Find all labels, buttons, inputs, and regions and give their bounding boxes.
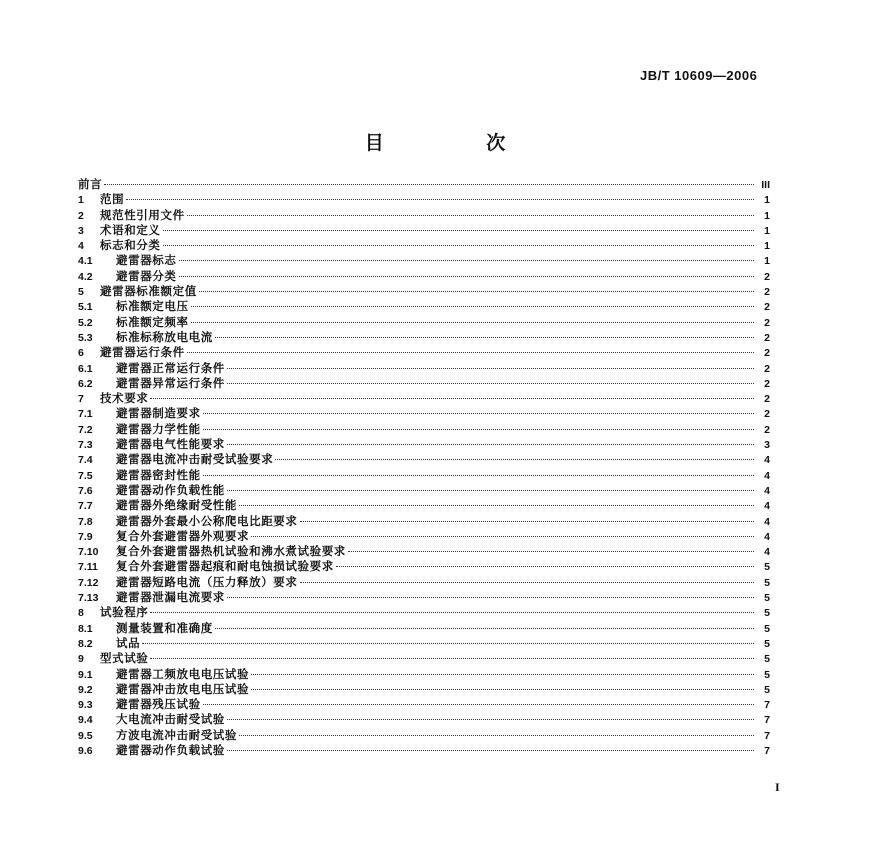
toc-entry-page: 2 — [764, 393, 770, 406]
toc-entry-number: 3 — [78, 224, 84, 237]
toc-leader-dots — [251, 535, 754, 537]
toc-leader-dots — [227, 718, 754, 720]
toc-entry-number: 8.2 — [78, 637, 93, 650]
toc-entry-page: 4 — [764, 546, 770, 559]
toc-entry[interactable] — [78, 468, 770, 483]
toc-entry-label: 试品 — [116, 635, 141, 650]
toc-leader-dots — [227, 596, 754, 598]
toc-leader-dots — [203, 474, 754, 476]
toc-entry-page: 2 — [764, 301, 770, 314]
toc-entry-number: 6 — [78, 347, 84, 360]
toc-entry-page: 1 — [764, 240, 770, 253]
toc-entry-label: 试验程序 — [100, 605, 149, 620]
toc-entry-page: 4 — [764, 454, 770, 467]
toc-entry-label: 避雷器外套最小公称爬电比距要求 — [116, 513, 298, 528]
toc-entry[interactable] — [78, 452, 770, 467]
toc-entry-label: 复合外套避雷器起痕和耐电蚀损试验要求 — [116, 559, 334, 574]
toc-entry-label: 标准额定电压 — [116, 299, 189, 314]
toc-entry-label: 复合外套避雷器外观要求 — [116, 528, 250, 543]
toc-entry[interactable] — [78, 208, 770, 223]
toc-entry-number: 9.4 — [78, 714, 93, 727]
toc-entry-number: 4.1 — [78, 255, 93, 268]
toc-entry[interactable] — [78, 575, 770, 590]
toc-entry[interactable] — [78, 559, 770, 574]
toc-entry-number: 7.3 — [78, 439, 93, 452]
toc-entry-number: 5.3 — [78, 331, 93, 344]
toc-entry-label: 避雷器力学性能 — [116, 421, 201, 436]
toc-leader-dots — [215, 627, 754, 629]
toc-entry-label: 避雷器正常运行条件 — [116, 360, 225, 375]
toc-entry-label: 标准标称放电电流 — [116, 329, 213, 344]
toc-entry-page: 5 — [764, 592, 770, 605]
toc-entry-label: 避雷器标志 — [116, 253, 177, 268]
toc-entry-number: 9.5 — [78, 729, 93, 742]
toc-entry-number: 7 — [78, 393, 84, 406]
toc-leader-dots — [163, 229, 755, 231]
toc-entry[interactable] — [78, 437, 770, 452]
toc-entry-page: III — [761, 179, 770, 191]
toc-entry-label: 避雷器动作负载性能 — [116, 482, 225, 497]
toc-leader-dots — [126, 198, 754, 200]
toc-entry-label: 技术要求 — [100, 391, 149, 406]
toc-entry-label: 型式试验 — [100, 651, 149, 666]
toc-leader-dots — [251, 688, 754, 690]
toc-entry-number: 7.6 — [78, 484, 93, 497]
toc-entry-label: 测量装置和准确度 — [116, 620, 213, 635]
toc-entry-number: 6.2 — [78, 377, 93, 390]
document-code: JB/T 10609—2006 — [640, 68, 758, 83]
toc-entry[interactable] — [78, 177, 770, 192]
toc-entry[interactable] — [78, 361, 770, 376]
toc-leader-dots — [142, 642, 754, 644]
toc-entry-page: 4 — [764, 515, 770, 528]
toc-entry-label: 大电流冲击耐受试验 — [116, 712, 225, 727]
toc-entry-label: 避雷器异常运行条件 — [116, 375, 225, 390]
toc-entry[interactable] — [78, 284, 770, 299]
toc-entry-page: 5 — [764, 668, 770, 681]
toc-entry-number: 7.5 — [78, 469, 93, 482]
toc-entry-page: 4 — [764, 500, 770, 513]
toc-entry-number: 9.1 — [78, 668, 93, 681]
toc-entry-number: 9.2 — [78, 683, 93, 696]
toc-entry-label: 避雷器短路电流（压力释放）要求 — [116, 574, 298, 589]
toc-leader-dots — [227, 489, 754, 491]
toc-leader-dots — [191, 305, 754, 307]
toc-entry-number: 5.2 — [78, 316, 93, 329]
toc-entry-number: 7.1 — [78, 408, 93, 421]
toc-entry[interactable] — [78, 667, 770, 682]
toc-entry-number: 5 — [78, 286, 84, 299]
toc-entry[interactable] — [78, 406, 770, 421]
toc-entry-number: 4.2 — [78, 270, 93, 283]
toc-leader-dots — [227, 749, 754, 751]
toc-entry-label: 避雷器电气性能要求 — [116, 437, 225, 452]
toc-entry-label: 避雷器电流冲击耐受试验要求 — [116, 452, 274, 467]
toc-entry-label: 避雷器动作负载试验 — [116, 742, 225, 757]
toc-entry-page: 2 — [764, 331, 770, 344]
toc-entry-label: 前言 — [78, 177, 103, 191]
toc-entry[interactable] — [78, 590, 770, 605]
toc-entry-page: 3 — [764, 439, 770, 452]
toc-leader-dots — [150, 611, 754, 613]
toc-entry-page: 2 — [764, 286, 770, 299]
toc-leader-dots — [150, 657, 754, 659]
toc-entry-page: 2 — [764, 270, 770, 283]
toc-entry[interactable] — [78, 636, 770, 651]
toc-entry-label: 复合外套避雷器热机试验和沸水煮试验要求 — [116, 544, 346, 559]
toc-entry[interactable] — [78, 345, 770, 360]
toc-entry-label: 避雷器冲击放电电压试验 — [116, 681, 250, 696]
toc-leader-dots — [203, 703, 754, 705]
toc-entry-number: 4 — [78, 240, 84, 253]
toc-entry-number: 9.6 — [78, 744, 93, 757]
toc-entry[interactable] — [78, 728, 770, 743]
toc-entry-number: 7.12 — [78, 576, 99, 589]
toc-entry-number: 7.2 — [78, 423, 93, 436]
toc-entry-page: 2 — [764, 377, 770, 390]
toc-leader-dots — [179, 275, 755, 277]
toc-entry[interactable] — [78, 651, 770, 666]
toc-entry-page: 7 — [764, 744, 770, 757]
toc-entry-number: 8.1 — [78, 622, 93, 635]
toc-leader-dots — [239, 504, 754, 506]
toc-entry-label: 避雷器外绝缘耐受性能 — [116, 498, 237, 513]
toc-entry-number: 9.3 — [78, 699, 93, 712]
toc-entry[interactable] — [78, 192, 770, 207]
toc-entry-page: 4 — [764, 530, 770, 543]
toc-title: 目 次 — [364, 132, 554, 154]
toc-entry-label: 避雷器泄漏电流要求 — [116, 590, 225, 605]
toc-entry[interactable] — [78, 269, 770, 284]
toc-leader-dots — [348, 550, 754, 552]
toc-leader-dots — [179, 259, 755, 261]
toc-leader-dots — [300, 581, 755, 583]
toc-entry[interactable] — [78, 376, 770, 391]
toc-leader-dots — [227, 443, 754, 445]
toc-entry-page: 5 — [764, 637, 770, 650]
toc-entry[interactable] — [78, 514, 770, 529]
toc-entry-page: 5 — [764, 561, 770, 574]
toc-entry-page: 4 — [764, 484, 770, 497]
toc-entry-page: 7 — [764, 699, 770, 712]
toc-entry-page: 4 — [764, 469, 770, 482]
toc-entry[interactable] — [78, 299, 770, 314]
toc-entry-page: 7 — [764, 714, 770, 727]
toc-entry-number: 1 — [78, 194, 84, 207]
toc-entry[interactable] — [78, 238, 770, 253]
toc-leader-dots — [199, 290, 754, 292]
toc-entry-page: 5 — [764, 576, 770, 589]
toc-entry-page: 1 — [764, 224, 770, 237]
toc-entry-page: 1 — [764, 194, 770, 207]
toc-entry-page: 2 — [764, 408, 770, 421]
toc-leader-dots — [227, 367, 754, 369]
toc-entry-number: 5.1 — [78, 301, 93, 314]
toc-entry-page: 5 — [764, 683, 770, 696]
toc-entry[interactable] — [78, 422, 770, 437]
toc-entry-number: 6.1 — [78, 362, 93, 375]
toc-entry[interactable] — [78, 223, 770, 238]
toc-leader-dots — [227, 382, 754, 384]
toc-entry[interactable] — [78, 253, 770, 268]
toc-entry-number: 7.7 — [78, 500, 93, 513]
toc-entry-label: 避雷器工频放电电压试验 — [116, 666, 250, 681]
toc-entry[interactable] — [78, 743, 770, 758]
toc-entry-page: 5 — [764, 607, 770, 620]
toc-leader-dots — [215, 336, 754, 338]
toc-entry[interactable] — [78, 697, 770, 712]
toc-leader-dots — [203, 412, 754, 414]
toc-leader-dots — [300, 520, 755, 522]
toc-entry-page: 1 — [764, 209, 770, 222]
toc-entry-number: 7.11 — [78, 561, 98, 574]
toc-leader-dots — [191, 321, 754, 323]
toc-entry-label: 标准额定频率 — [116, 314, 189, 329]
toc-entry-page: 5 — [764, 622, 770, 635]
toc-entry-number: 7.4 — [78, 454, 93, 467]
toc-entry-page: 5 — [764, 653, 770, 666]
toc-leader-dots — [203, 428, 754, 430]
toc-entry[interactable] — [78, 712, 770, 727]
toc-entry-page: 2 — [764, 316, 770, 329]
toc-entry-label: 避雷器标准额定值 — [100, 284, 197, 299]
toc-leader-dots — [251, 673, 754, 675]
toc-entry-page: 2 — [764, 423, 770, 436]
toc-entry-label: 范围 — [100, 192, 125, 207]
toc-entry[interactable] — [78, 330, 770, 345]
toc-entry[interactable] — [78, 682, 770, 697]
toc-entry-number: 7.9 — [78, 530, 93, 543]
toc-entry-label: 术语和定义 — [100, 222, 161, 237]
toc-leader-dots — [150, 397, 754, 399]
toc-entry[interactable] — [78, 529, 770, 544]
toc-leader-dots — [187, 351, 754, 353]
toc-leader-dots — [163, 244, 755, 246]
toc-entry-page: 7 — [764, 729, 770, 742]
table-of-contents — [78, 177, 770, 758]
toc-entry[interactable] — [78, 498, 770, 513]
toc-entry[interactable] — [78, 315, 770, 330]
toc-entry-page: 1 — [764, 255, 770, 268]
toc-entry-label: 避雷器分类 — [116, 268, 177, 283]
toc-entry-label: 避雷器制造要求 — [116, 406, 201, 421]
toc-leader-dots — [275, 458, 754, 460]
toc-entry[interactable] — [78, 605, 770, 620]
toc-entry-number: 7.10 — [78, 546, 99, 559]
toc-entry-number: 8 — [78, 607, 84, 620]
toc-entry-number: 7.13 — [78, 592, 99, 605]
toc-entry[interactable] — [78, 391, 770, 406]
toc-entry-label: 规范性引用文件 — [100, 207, 185, 222]
toc-entry-label: 方波电流冲击耐受试验 — [116, 727, 237, 742]
toc-entry-number: 7.8 — [78, 515, 93, 528]
toc-entry-page: 2 — [764, 347, 770, 360]
toc-leader-dots — [336, 565, 754, 567]
toc-entry[interactable] — [78, 621, 770, 636]
toc-entry-number: 9 — [78, 653, 84, 666]
page-number: I — [775, 780, 780, 794]
toc-leader-dots — [104, 183, 754, 185]
toc-entry-label: 避雷器运行条件 — [100, 345, 185, 360]
toc-entry-label: 标志和分类 — [100, 238, 161, 253]
toc-entry[interactable] — [78, 544, 770, 559]
toc-entry-label: 避雷器残压试验 — [116, 697, 201, 712]
toc-entry-page: 2 — [764, 362, 770, 375]
toc-entry-number: 2 — [78, 209, 84, 222]
toc-entry[interactable] — [78, 483, 770, 498]
toc-leader-dots — [239, 734, 754, 736]
toc-leader-dots — [187, 214, 754, 216]
toc-entry-label: 避雷器密封性能 — [116, 467, 201, 482]
